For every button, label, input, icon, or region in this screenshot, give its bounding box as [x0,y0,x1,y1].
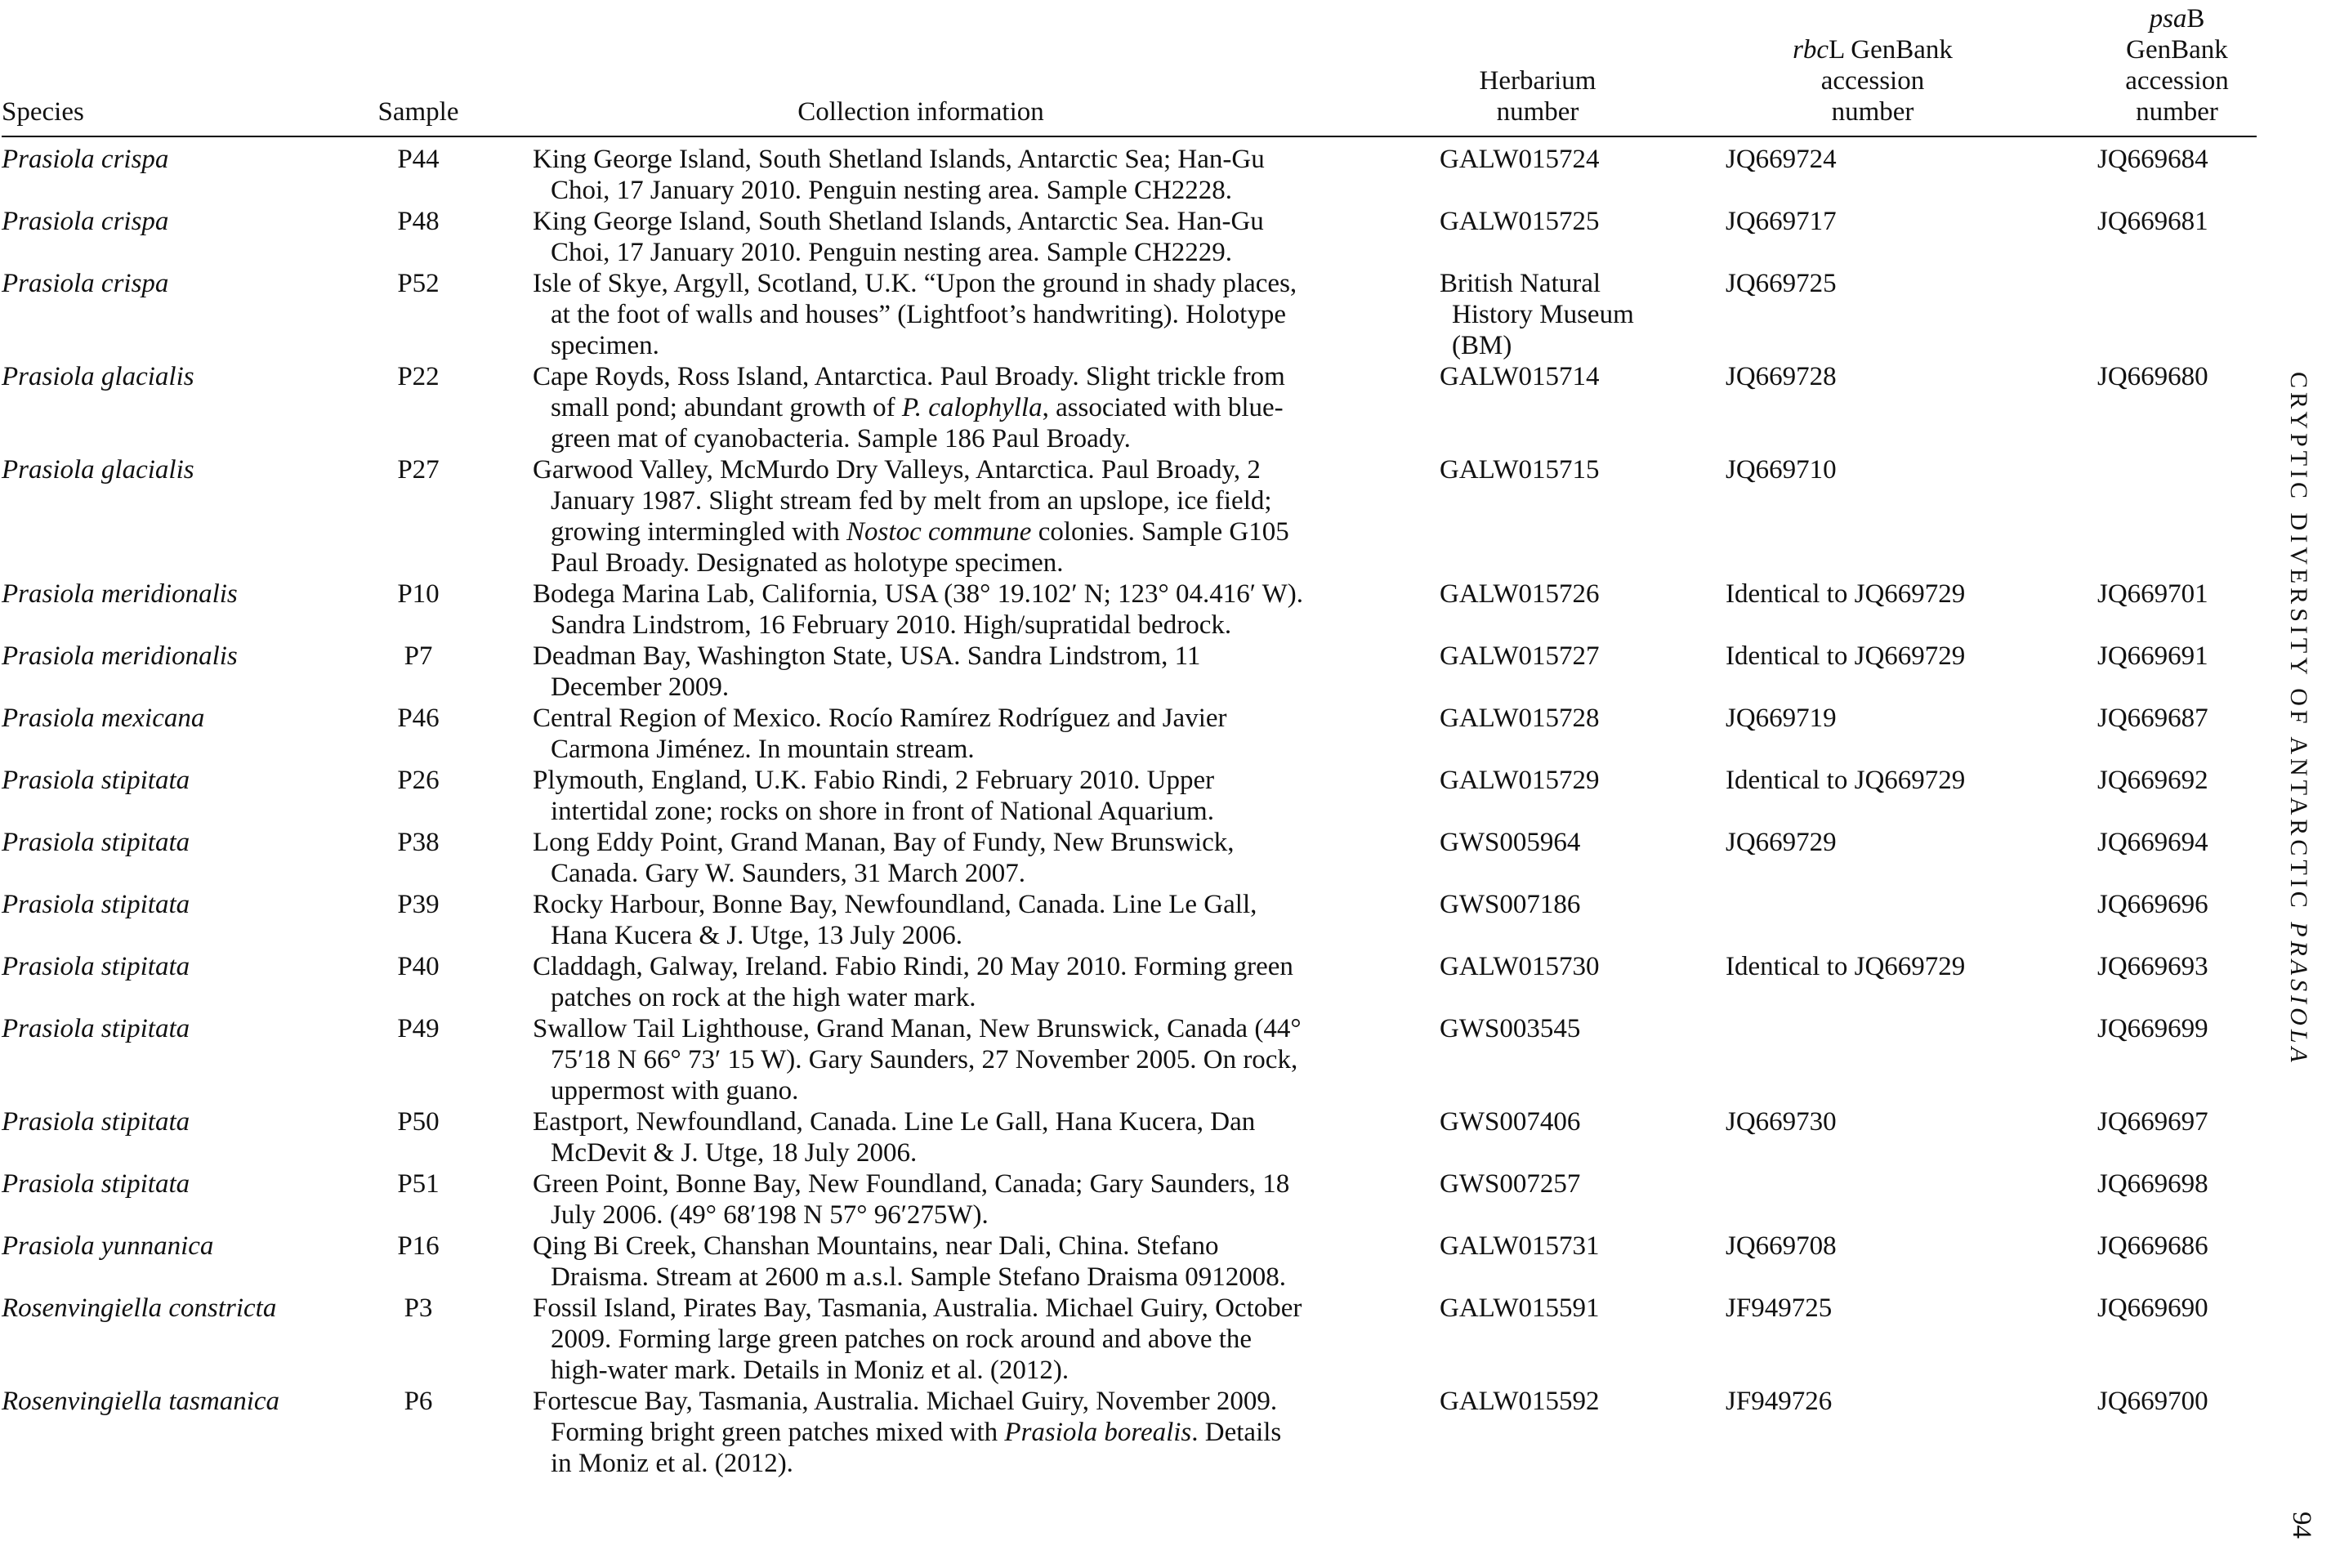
rbcl-accession-cell: JQ669730 [1726,1107,1837,1137]
collection-info-cell: Qing Bi Creek, Chanshan Mountains, near Dali, China. Stefano Draisma. Stream at 2600 m a.s.l. Sample Stefano Draisma 0912008. [533,1231,1286,1292]
collection-info-cell: Central Region of Mexico. Rocío Ramírez Rodríguez and Javier Carmona Jiménez. In mountain stream. [533,704,1227,764]
psab-accession-cell: JQ669684 [2097,145,2208,174]
species-cell: Prasiola meridionalis [2,579,238,609]
table-row [2,454,2257,579]
collection-info-cell: Eastport, Newfoundland, Canada. Line Le Gall, Hana Kucera, Dan McDevit & J. Utge, 18 July 2006. [533,1107,1256,1168]
rbcl-accession-cell: JQ669710 [1726,455,1837,485]
rbcl-accession-cell: Identical to JQ669729 [1726,579,1966,609]
psab-accession-cell: JQ669697 [2097,1107,2208,1137]
specimen-table [2,0,2257,1479]
herbarium-number-cell: GALW015714 [1440,362,1600,391]
psab-accession-cell: JQ669680 [2097,362,2208,391]
herbarium-number-cell: GWS005964 [1440,828,1581,857]
table-header-row [2,0,2257,136]
collection-info-cell: Claddagh, Galway, Ireland. Fabio Rindi, 20 May 2010. Forming green patches on rock at the high water mark. [533,952,1293,1012]
collection-info-cell: Bodega Marina Lab, California, USA (38° 19.102′ N; 123° 04.416′ W). Sandra Lindstrom, 16 February 2010. High/supratidal bedrock. [533,579,1303,640]
psab-accession-cell: JQ669700 [2097,1387,2208,1416]
sample-cell: P44 [397,145,440,174]
herbarium-number-cell: British Natural History Museum (BM) [1440,269,1634,360]
psab-accession-cell: JQ669691 [2097,641,2208,671]
text-segment: . Details in Moniz et al. (2012). [551,1418,1282,1478]
species-cell: Prasiola stipitata [2,1169,190,1199]
table-row [2,268,2257,361]
column-header-herbarium: Herbarium number [1366,0,1689,136]
rbcl-accession-cell [1689,889,2020,951]
species-cell: Prasiola crispa [2,269,169,298]
text-segment: colonies. Sample G105 Paul Broady. Designated as holotype specimen. [551,517,1289,578]
table-row [2,765,2257,827]
psab-accession-cell: JQ669699 [2097,1014,2208,1043]
herbarium-number-cell: GALW015715 [1440,455,1600,485]
text-segment: B GenBank accession number [2125,4,2229,127]
rbcl-accession-cell: Identical to JQ669729 [1726,952,1966,981]
column-header-sample: Sample [369,0,467,136]
species-cell: Prasiola glacialis [2,455,194,485]
sample-cell: P26 [397,766,440,795]
sample-cell: P7 [404,641,433,671]
sample-cell: P51 [397,1169,440,1199]
table-row [2,1013,2257,1106]
table-row [2,951,2257,1013]
species-cell: Prasiola mexicana [2,704,205,733]
species-cell: Prasiola stipitata [2,1014,190,1043]
sample-cell: P16 [397,1231,440,1261]
collection-info-cell: Long Eddy Point, Grand Manan, Bay of Fundy, New Brunswick, Canada. Gary W. Saunders, 31 March 2007. [533,828,1235,888]
herbarium-number-cell: GALW015726 [1440,579,1600,609]
rbcl-accession-cell: JQ669717 [1726,207,1837,236]
species-cell: Prasiola stipitata [2,1107,190,1137]
collection-info-cell [467,1386,1366,1479]
column-header-psab [2020,0,2257,136]
herbarium-number-cell: GALW015592 [1440,1387,1600,1416]
table-row [2,136,2257,206]
collection-info-cell [467,361,1366,454]
psab-accession-cell: JQ669690 [2097,1293,2208,1323]
species-cell: Prasiola stipitata [2,952,190,981]
table-row [2,1293,2257,1386]
psab-accession-cell: JQ669694 [2097,828,2208,857]
herbarium-number-cell: GWS007257 [1440,1169,1581,1199]
psab-accession-cell: JQ669698 [2097,1169,2208,1199]
text-segment: CRYPTIC DIVERSITY OF ANTARCTIC [2285,372,2312,922]
text-segment: Cape Royds, Ross Island, Antarctica. Paul Broady. Slight trickle from small pond; abundant growth of [533,362,1285,422]
table-row [2,641,2257,703]
italic-text-segment: P. calophylla [901,393,1043,422]
herbarium-number-cell: GALW015727 [1440,641,1600,671]
species-cell: Prasiola yunnanica [2,1231,214,1261]
text-segment: , associated with blue-green mat of cyanobacteria. Sample 186 Paul Broady. [551,393,1284,453]
rbcl-accession-cell: JQ669719 [1726,704,1837,733]
species-cell: Prasiola crispa [2,207,169,236]
species-cell: Prasiola stipitata [2,766,190,795]
psab-accession-cell: JQ669687 [2097,704,2208,733]
herbarium-number-cell: GWS007406 [1440,1107,1581,1137]
rbcl-accession-cell: JQ669708 [1726,1231,1837,1261]
herbarium-number-cell: GWS007186 [1440,890,1581,919]
collection-info-cell: Rocky Harbour, Bonne Bay, Newfoundland, Canada. Line Le Gall, Hana Kucera & J. Utge, 13 July 2006. [533,890,1257,950]
species-cell: Prasiola glacialis [2,362,194,391]
running-head [2283,372,2314,1066]
sample-cell: P3 [404,1293,433,1323]
psab-accession-cell: JQ669693 [2097,952,2208,981]
table-row [2,1386,2257,1479]
table-row [2,579,2257,641]
species-cell: Prasiola stipitata [2,828,190,857]
herbarium-number-cell: GWS003545 [1440,1014,1581,1043]
sample-cell: P46 [397,704,440,733]
italic-text-segment: Prasiola borealis [1004,1418,1192,1447]
sample-cell: P48 [397,207,440,236]
table-row [2,1168,2257,1231]
sample-cell: P52 [397,269,440,298]
rbcl-accession-cell: JF949725 [1726,1293,1833,1323]
sample-cell: P10 [397,579,440,609]
herbarium-number-cell: GALW015730 [1440,952,1600,981]
rbcl-accession-cell: JQ669728 [1726,362,1837,391]
rbcl-accession-cell [1689,1013,2020,1106]
species-cell: Prasiola meridionalis [2,641,238,671]
sample-cell: P49 [397,1014,440,1043]
species-cell: Prasiola crispa [2,145,169,174]
collection-info-cell: Plymouth, England, U.K. Fabio Rindi, 2 February 2010. Upper intertidal zone; rocks on shore in front of National Aquarium. [533,766,1215,826]
collection-info-cell: Isle of Skye, Argyll, Scotland, U.K. “Upon the ground in shady places, at the foot of walls and houses” (Lightfoot’s handwriting). Holotype specimen. [533,269,1297,360]
table-row [2,827,2257,889]
column-header-rbcl [1689,0,2020,136]
sample-cell: P27 [397,455,440,485]
sample-cell: P22 [397,362,440,391]
herbarium-number-cell: GALW015725 [1440,207,1600,236]
table-row [2,1106,2257,1168]
collection-info-cell: Fossil Island, Pirates Bay, Tasmania, Australia. Michael Guiry, October 2009. Forming large green patches on rock around and above the high-water mark. Details in Moniz et al. (2012). [533,1293,1302,1385]
italic-text-segment: rbc [1793,35,1829,65]
collection-info-cell: Green Point, Bonne Bay, New Foundland, Canada; Gary Saunders, 18 July 2006. (49° 68′198 N 57° 96′275W). [533,1169,1290,1230]
rbcl-accession-cell: JQ669725 [1726,269,1837,298]
psab-accession-cell: JQ669696 [2097,890,2208,919]
collection-info-cell [467,454,1366,579]
text-segment: Fortescue Bay, Tasmania, Australia. Michael Guiry, November 2009. Forming bright green patches mixed with [533,1387,1278,1447]
sample-cell: P40 [397,952,440,981]
collection-info-cell: Deadman Bay, Washington State, USA. Sandra Lindstrom, 11 December 2009. [533,641,1201,702]
rbcl-accession-cell: JF949726 [1726,1387,1833,1416]
herbarium-number-cell: GALW015731 [1440,1231,1600,1261]
psab-accession-cell: JQ669681 [2097,207,2208,236]
herbarium-number-cell: GALW015728 [1440,704,1600,733]
psab-accession-cell: JQ669692 [2097,766,2208,795]
table-row [2,889,2257,951]
column-header-collection: Collection information [467,0,1366,136]
collection-info-cell: Swallow Tail Lighthouse, Grand Manan, New Brunswick, Canada (44° 75′18 N 66° 73′ 15 W). Gary Saunders, 27 November 2005. On rock, uppermost with guano. [533,1014,1302,1106]
table-row [2,361,2257,454]
herbarium-number-cell: GALW015591 [1440,1293,1600,1323]
sample-cell: P50 [397,1107,440,1137]
psab-accession-cell: JQ669701 [2097,579,2208,609]
rbcl-accession-cell [1689,1168,2020,1231]
table-row [2,1231,2257,1293]
species-cell: Rosenvingiella tasmanica [2,1387,280,1416]
italic-text-segment: psa [2149,4,2187,34]
italic-text-segment: Nostoc commune [846,517,1032,547]
species-cell: Prasiola stipitata [2,890,190,919]
text-segment: Garwood Valley, McMurdo Dry Valleys, Antarctica. Paul Broady, 2 January 1987. Slight stream fed by melt from an upslope, ice field; growing intermingled with [533,455,1272,547]
herbarium-number-cell: GALW015729 [1440,766,1600,795]
rbcl-accession-cell: JQ669729 [1726,828,1837,857]
psab-accession-cell: JQ669686 [2097,1231,2208,1261]
collection-info-cell: King George Island, South Shetland Islands, Antarctic Sea. Han-Gu Choi, 17 January 2010. Penguin nesting area. Sample CH2229. [533,207,1264,267]
page-number: 94 [2287,1512,2316,1539]
table-row [2,703,2257,765]
sample-cell: P38 [397,828,440,857]
rbcl-accession-cell: Identical to JQ669729 [1726,766,1966,795]
table-row [2,206,2257,268]
sample-cell: P6 [404,1387,433,1416]
psab-accession-cell [2020,454,2257,579]
text-segment: L GenBank accession number [1820,35,1953,127]
rbcl-accession-cell: Identical to JQ669729 [1726,641,1966,671]
species-cell: Rosenvingiella constricta [2,1293,277,1323]
rbcl-accession-cell: JQ669724 [1726,145,1837,174]
column-header-species: Species [2,0,369,136]
herbarium-number-cell: GALW015724 [1440,145,1600,174]
collection-info-cell: King George Island, South Shetland Islands, Antarctic Sea; Han-Gu Choi, 17 January 2010. Penguin nesting area. Sample CH2228. [533,145,1265,205]
sample-cell: P39 [397,890,440,919]
psab-accession-cell [2020,268,2257,361]
italic-text-segment: PRASIOLA [2285,922,2312,1066]
